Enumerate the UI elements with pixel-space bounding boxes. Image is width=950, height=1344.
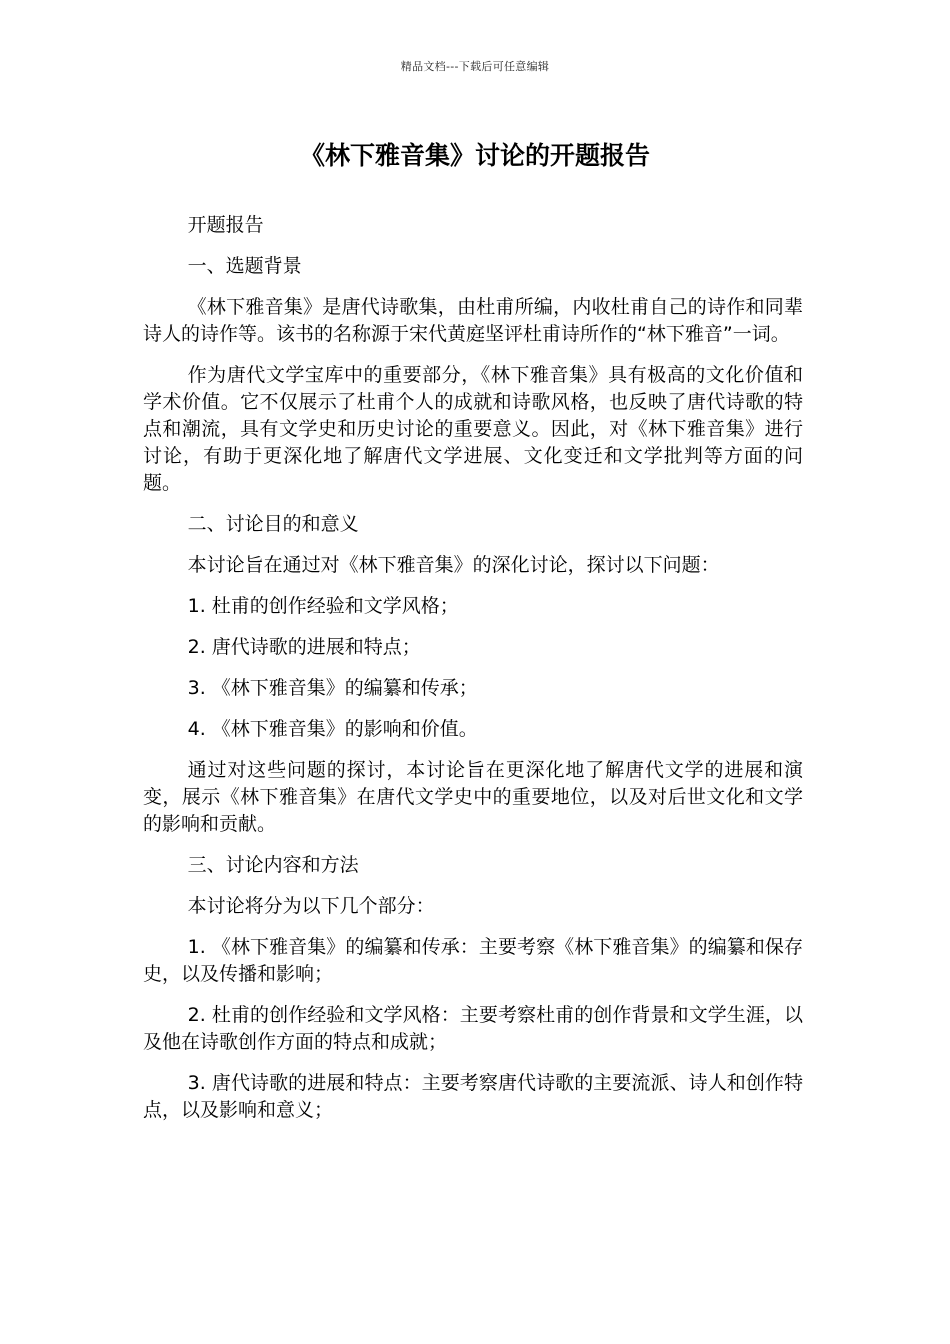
purpose-intro: 本讨论旨在通过对《林下雅音集》的深化讨论，探讨以下问题： xyxy=(187,554,720,576)
background-paragraph-2: 作为唐代文学宝库中的重要部分，《林下雅音集》具有极高的文化价值和学术价值。它不仅展示了杜甫个人的成就和诗歌风格，也反映了唐代诗歌的特点和潮流，具有文学史和历史讨论的重要意义。因此，对《林下雅音集》进行讨论，有助于更深化地了解唐代文学进展、文化变迁和文学批判等方面的问题。 xyxy=(143,364,803,494)
content-item-3: 3. 唐代诗歌的进展和特点：主要考察唐代诗歌的主要流派、诗人和创作特点，以及影响和意义； xyxy=(143,1072,803,1121)
purpose-item-1: 1. 杜甫的创作经验和文学风格； xyxy=(187,595,459,617)
content-item-1: 1. 《林下雅音集》的编纂和传承：主要考察《林下雅音集》的编纂和保存史，以及传播和影响； xyxy=(143,936,803,985)
content-intro: 本讨论将分为以下几个部分： xyxy=(187,895,435,917)
purpose-item-2: 2. 唐代诗歌的进展和特点； xyxy=(187,636,421,658)
heading-report: 开题报告 xyxy=(187,214,264,236)
document-title: 《林下雅音集》讨论的开题报告 xyxy=(299,141,650,170)
page-header-note: 精品文档---下载后可任意编辑 xyxy=(400,60,550,73)
document-body xyxy=(143,212,803,1138)
purpose-item-3: 3. 《林下雅音集》的编纂和传承； xyxy=(187,677,478,699)
section-heading-content-method: 三、讨论内容和方法 xyxy=(187,854,359,876)
section-heading-purpose: 二、讨论目的和意义 xyxy=(187,513,359,535)
background-paragraph-1: 《林下雅音集》是唐代诗歌集，由杜甫所编，内收杜甫自己的诗作和同辈诗人的诗作等。该书的名称源于宋代黄庭坚评杜甫诗所作的“林下雅音”一词。 xyxy=(143,296,803,345)
section-heading-background: 一、选题背景 xyxy=(187,255,302,277)
content-item-2: 2. 杜甫的创作经验和文学风格：主要考察杜甫的创作背景和文学生涯，以及他在诗歌创作方面的特点和成就； xyxy=(143,1004,803,1053)
purpose-summary: 通过对这些问题的探讨，本讨论旨在更深化地了解唐代文学的进展和演变，展示《林下雅音集》在唐代文学史中的重要地位，以及对后世文化和文学的影响和贡献。 xyxy=(143,759,803,835)
purpose-item-4: 4. 《林下雅音集》的影响和价值。 xyxy=(187,718,478,740)
